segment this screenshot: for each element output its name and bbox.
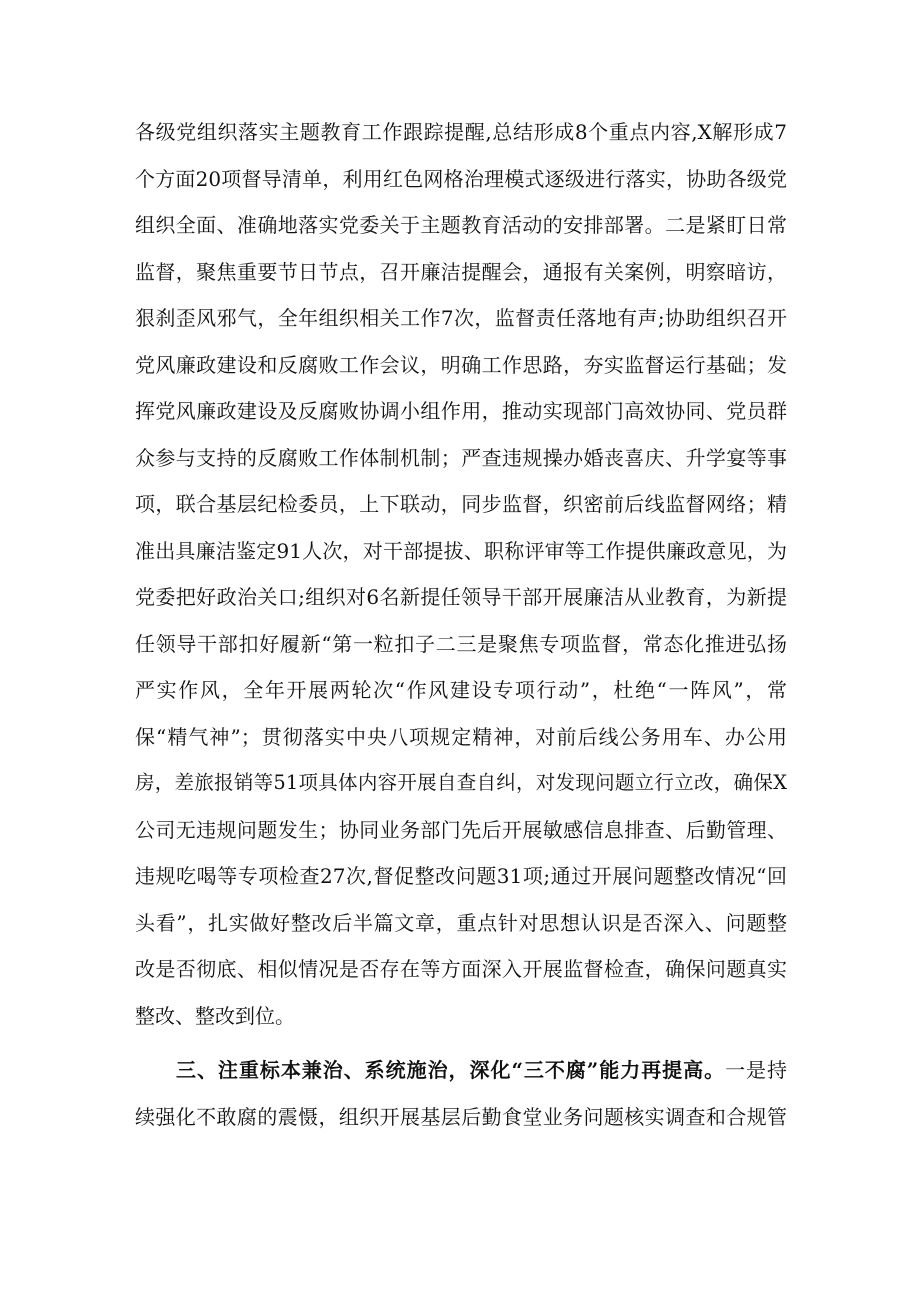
text-line: 众参与支持的反腐败工作体制机制；严查违规操办婚丧喜庆、升学宴等事 (135, 446, 787, 470)
text-line: 改是否彻底、相似情况是否存在等方面深入开展监督检查，确保问题真实 (135, 957, 787, 981)
text-line: 个方面20项督导清单，利用红色网格治理模式逐级进行落实，协助各级党 (135, 167, 787, 191)
text-line: 整改、整改到位。 (135, 1004, 295, 1028)
text-line: 各级党组织落实主题教育工作跟踪提醒,总结形成8个重点内容,X解形成7 (135, 120, 787, 144)
text-line: 狠刹歪风邪气，全年组织相关工作7次，监督责任落地有声;协助组织召开 (135, 306, 787, 330)
text-line: 严实作风，全年开展两轮次“作风建设专项行动”，杜绝“一阵风”，常 (135, 678, 787, 702)
text-line: 组织全面、准确地落实党委关于主题教育活动的安排部署。二是紧盯日常 (135, 213, 787, 237)
text-line: 保“精气神”；贯彻落实中央八项规定精神，对前后线公务用车、办公用 (135, 725, 787, 749)
text-line: 项，联合基层纪检委员，上下联动，同步监督，织密前后线监督网络；精 (135, 492, 787, 516)
text-line: 头看”，扎实做好整改后半篇文章，重点针对思想认识是否深入、问题整 (135, 911, 787, 935)
text-line: 违规吃喝等专项检查27次,督促整改问题31项;通过开展问题整改情况“回 (135, 864, 787, 888)
text-line: 党风廉政建设和反腐败工作会议，明确工作思路，夯实监督运行基础；发 (135, 353, 787, 377)
section-heading: 三、注重标本兼治、系统施治，深化“三不腐”能力再提高。 (176, 1058, 726, 1082)
text-line: 挥党风廉政建设及反腐败协调小组作用，推动实现部门高效协同、党员群 (135, 399, 787, 423)
text-line: 监督，聚焦重要节日节点，召开廉洁提醒会，通报有关案例，明察暗访， (135, 260, 787, 284)
text-line: 公司无违规问题发生；协同业务部门先后开展敏感信息排查、后勤管理、 (135, 818, 787, 842)
text-line: 准出具廉洁鉴定91人次，对干部提拔、职称评审等工作提供廉政意见，为 (135, 539, 787, 563)
text-line (176, 1050, 787, 1090)
text-fragment: 一是持 (725, 1058, 787, 1082)
text-line: 任领导干部扣好履新“第一粒扣子二三是聚焦专项监督，常态化推进弘扬 (135, 632, 787, 656)
text-line: 党委把好政治关口;组织对6名新提任领导干部开展廉洁从业教育，为新提 (135, 585, 787, 609)
text-line: 续强化不敢腐的震慑，组织开展基层后勤食堂业务问题核实调查和合规管 (135, 1105, 787, 1129)
text-line: 房，差旅报销等51项具体内容开展自查自纠，对发现问题立行立改，确保X (135, 771, 787, 794)
